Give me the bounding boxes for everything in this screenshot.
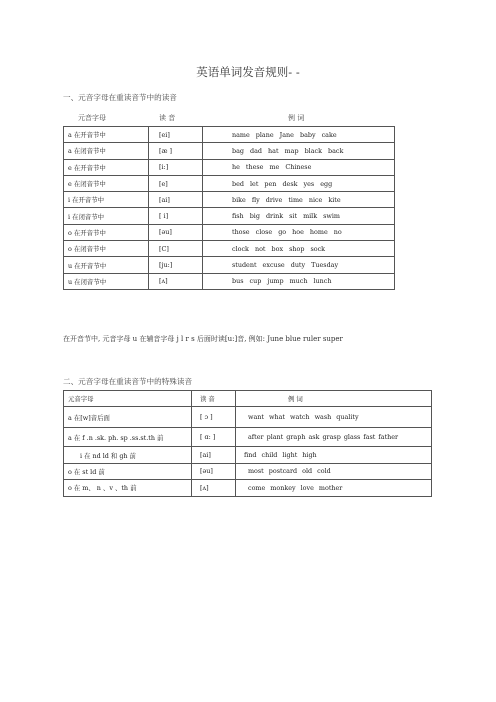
vowel-cell: u 在闭音节中	[64, 273, 149, 289]
examples-cell: fish big drink sit milk swim	[203, 208, 395, 224]
examples-cell: bed let pen desk yes egg	[203, 175, 395, 191]
sound-cell: [ju:]	[149, 257, 203, 273]
vowel-cell: o 在开音节中	[64, 224, 149, 240]
examples-cell: bike fly drive time nice kite	[203, 192, 395, 208]
sound-cell: [ʌ]	[192, 480, 236, 496]
vowel-cell: a 在闭音节中	[64, 143, 149, 159]
examples-cell: bus cup jump much lunch	[203, 273, 395, 289]
table-row	[64, 480, 432, 496]
sound-cell: [əu]	[149, 224, 203, 240]
sound-cell: [ʌ]	[149, 273, 203, 289]
table-row	[64, 407, 432, 428]
sound-cell: [əu]	[192, 463, 236, 479]
vowel-cell: a 在 f .n .sk. ph. sp .ss.st.th 前	[64, 428, 192, 447]
examples-cell: find child light high	[236, 447, 432, 463]
vowel-open-closed-table	[63, 126, 395, 290]
sound-cell: [ei]	[149, 127, 203, 143]
table-row	[64, 192, 395, 208]
vowel-cell: o 在 m、 n 、v 、th 前	[64, 480, 192, 496]
examples-cell: he these me Chinese	[203, 159, 395, 175]
vowel-cell: o 在闭音节中	[64, 241, 149, 257]
special-pronunciation-table	[63, 390, 432, 497]
sound-cell: [ai]	[149, 192, 203, 208]
sound-cell: [ ɔ ]	[192, 407, 236, 428]
sound-cell: [i:]	[149, 159, 203, 175]
table-row	[64, 447, 432, 463]
sound-cell: [C]	[149, 241, 203, 257]
vowel-cell: i 在闭音节中	[64, 208, 149, 224]
table-row	[64, 143, 395, 159]
vowel-cell: e 在开音节中	[64, 159, 149, 175]
vowel-cell: i 在 nd ld 和 gh 前	[64, 447, 192, 463]
sound-cell: [ i]	[149, 208, 203, 224]
examples-cell: after plant graph ask grasp glass fast father	[236, 428, 432, 447]
examples-cell: student excuse duty Tuesday	[203, 257, 395, 273]
table-row	[64, 463, 432, 479]
table-row	[64, 208, 395, 224]
examples-cell: come monkey love mother	[236, 480, 432, 496]
table-row	[64, 175, 395, 191]
sound-cell: [e]	[149, 175, 203, 191]
section-1-heading: 一、元音字母在重读音节中的读音	[63, 93, 177, 102]
page-title: 英语单词发音规则- -	[196, 65, 300, 79]
table-row	[64, 159, 395, 175]
table-row	[64, 273, 395, 289]
table-row	[64, 241, 395, 257]
vowel-cell: a 在[w]音后面	[64, 407, 192, 428]
col-header-letter: 元音字母	[64, 391, 192, 407]
table-row	[64, 428, 432, 447]
sound-cell: [ ɑ: ]	[192, 428, 236, 447]
sound-cell: [ai]	[192, 447, 236, 463]
vowel-cell: i 在开音节中	[64, 192, 149, 208]
vowel-cell: e 在闭音节中	[64, 175, 149, 191]
table-row	[64, 257, 395, 273]
examples-cell: want what watch wash quality	[236, 407, 432, 428]
col-header-letter: 元音字母	[78, 114, 106, 122]
examples-cell: clock not box shop sock	[203, 241, 395, 257]
sound-cell: [æ ]	[149, 143, 203, 159]
examples-cell: name plane Jane baby cake	[203, 127, 395, 143]
vowel-cell: o 在 st ld 前	[64, 463, 192, 479]
col-header-examples: 例 词	[288, 114, 305, 122]
examples-cell: bag dad hat map black back	[203, 143, 395, 159]
vowel-cell: a 在开音节中	[64, 127, 149, 143]
col-header-sound: 读 音	[159, 114, 176, 122]
col-header-examples: 例 词	[236, 391, 432, 407]
open-syllable-u-note: 在开音节中, 元音字母 u 在辅音字母 j l r s 后面时读[u:]音, 例如: June blue ruler super	[63, 335, 343, 343]
table-row	[64, 224, 395, 240]
vowel-cell: u 在开音节中	[64, 257, 149, 273]
table-row	[64, 127, 395, 143]
table-header-row	[64, 391, 432, 407]
examples-cell: most postcard old cold	[236, 463, 432, 479]
examples-cell: those close go hoe home no	[203, 224, 395, 240]
col-header-sound: 读 音	[192, 391, 236, 407]
section-2-heading: 二、元音字母在重读音节中的特殊读音	[63, 377, 193, 386]
